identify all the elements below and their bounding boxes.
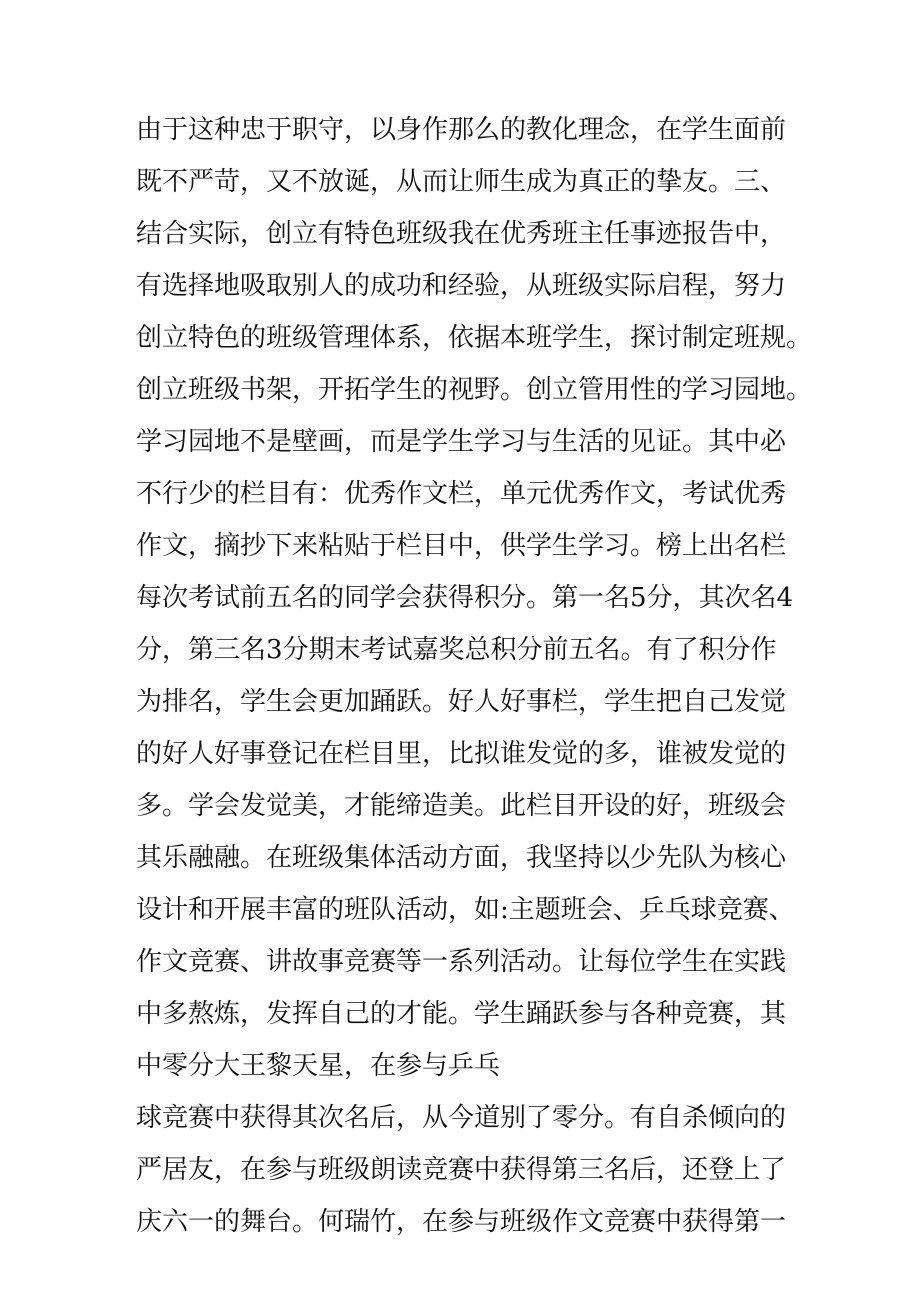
body-text — [136, 104, 816, 1248]
text-line: 设计和开展丰富的班队活动，如:主题班会、乒乓球竞赛、 — [136, 895, 795, 925]
text-line: 严居友，在参与班级朗读竞赛中获得第三名后，还登上了 — [136, 1155, 787, 1185]
text-line: 不行少的栏目有：优秀作文栏，单元优秀作文，考试优秀 — [136, 479, 787, 509]
text-line: 的好人好事登记在栏目里，比拟谁发觉的多，谁被发觉的 — [136, 739, 787, 769]
text-line: 有选择地吸取别人的成功和经验，从班级实际启程，努力 — [136, 271, 787, 301]
text-line: 作文，摘抄下来粘贴于栏目中，供学生学习。榜上出名栏 — [136, 531, 787, 561]
text-line: 庆六一的舞台。何瑞竹，在参与班级作文竞赛中获得第一 — [136, 1207, 787, 1237]
text-line: 既不严苛，又不放诞，从而让师生成为真正的挚友。三、 — [136, 167, 787, 197]
text-line: 结合实际，创立有特色班级我在优秀班主任事迹报告中， — [136, 219, 787, 249]
text-line: 分，第三名3分期末考试嘉奖总积分前五名。有了积分作 — [136, 635, 777, 665]
text-line: 作文竞赛、讲故事竞赛等一系列活动。让每位学生在实践 — [136, 947, 787, 977]
text-line: 球竞赛中获得其次名后，从今道别了零分。有自杀倾向的 — [136, 1103, 787, 1133]
text-line: 由于这种忠于职守，以身作那么的教化理念，在学生面前 — [136, 115, 787, 145]
text-line: 为排名，学生会更加踊跃。好人好事栏，学生把自己发觉 — [136, 687, 787, 717]
text-line: 创立班级书架，开拓学生的视野。创立管用性的学习园地。 — [136, 375, 813, 405]
text-line: 每次考试前五名的同学会获得积分。第一名5分，其次名4 — [136, 583, 794, 613]
text-line: 学习园地不是壁画，而是学生学习与生活的见证。其中必 — [136, 427, 787, 457]
text-line: 其乐融融。在班级集体活动方面，我坚持以少先队为核心 — [136, 843, 787, 873]
text-line: 创立特色的班级管理体系，依据本班学生，探讨制定班规。 — [136, 323, 813, 353]
text-line: 多。学会发觉美，才能缔造美。此栏目开设的好，班级会 — [136, 791, 787, 821]
text-line: 中多熬炼，发挥自己的才能。学生踊跃参与各种竞赛，其 — [136, 999, 787, 1029]
text-line: 中零分大王黎天星，在参与乒乓 — [136, 1051, 501, 1081]
